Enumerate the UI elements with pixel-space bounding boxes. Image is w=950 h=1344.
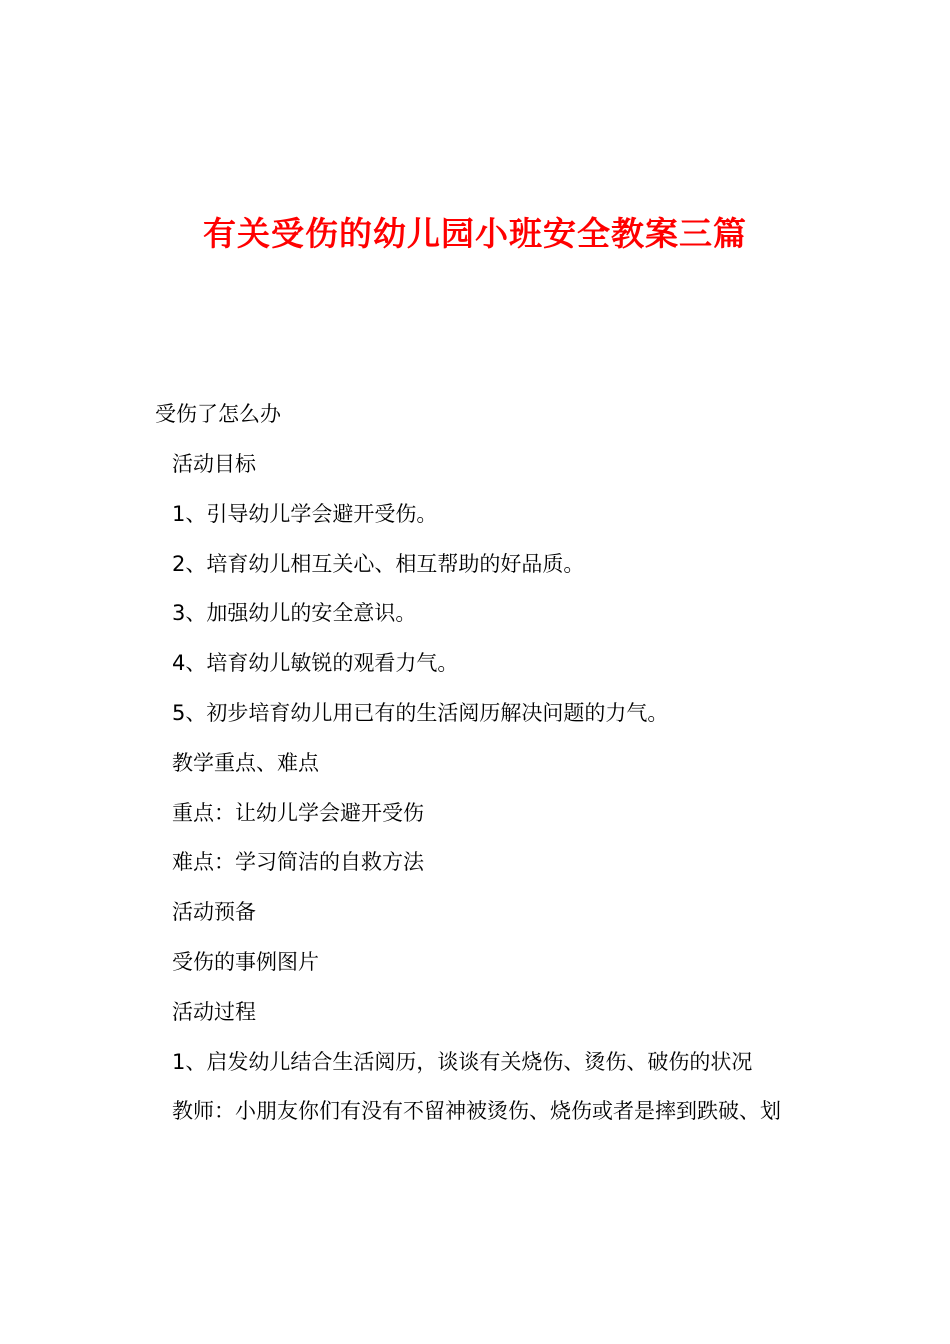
body-line: 3、加强幼儿的安全意识。 (172, 601, 417, 626)
body-line: 活动预备 (172, 900, 256, 925)
body-line: 1、启发幼儿结合生活阅历，谈谈有关烧伤、烫伤、破伤的状况 (172, 1049, 753, 1074)
body-line: 难点：学习简洁的自救方法 (172, 850, 424, 875)
section-heading: 受伤了怎么办 (155, 402, 281, 426)
body-line: 教学重点、难点 (172, 750, 319, 775)
body-line: 教师：小朋友你们有没有不留神被烫伤、烧伤或者是摔到跌破、划 (172, 1099, 781, 1124)
body-line: 受伤的事例图片 (172, 949, 319, 974)
body-line: 重点：让幼儿学会避开受伤 (172, 800, 424, 825)
body-line: 活动目标 (172, 452, 256, 476)
body-line: 4、培育幼儿敏锐的观看力气。 (172, 651, 459, 676)
document-body (172, 448, 872, 1145)
document-title: 有关受伤的幼儿园小班安全教案三篇 (203, 214, 747, 253)
body-line: 1、引导幼儿学会避开受伤。 (172, 501, 438, 526)
body-line: 活动过程 (172, 999, 256, 1024)
body-line: 2、培育幼儿相互关心、相互帮助的好品质。 (172, 551, 585, 576)
body-line: 5、初步培育幼儿用已有的生活阅历解决问题的力气。 (172, 700, 669, 725)
